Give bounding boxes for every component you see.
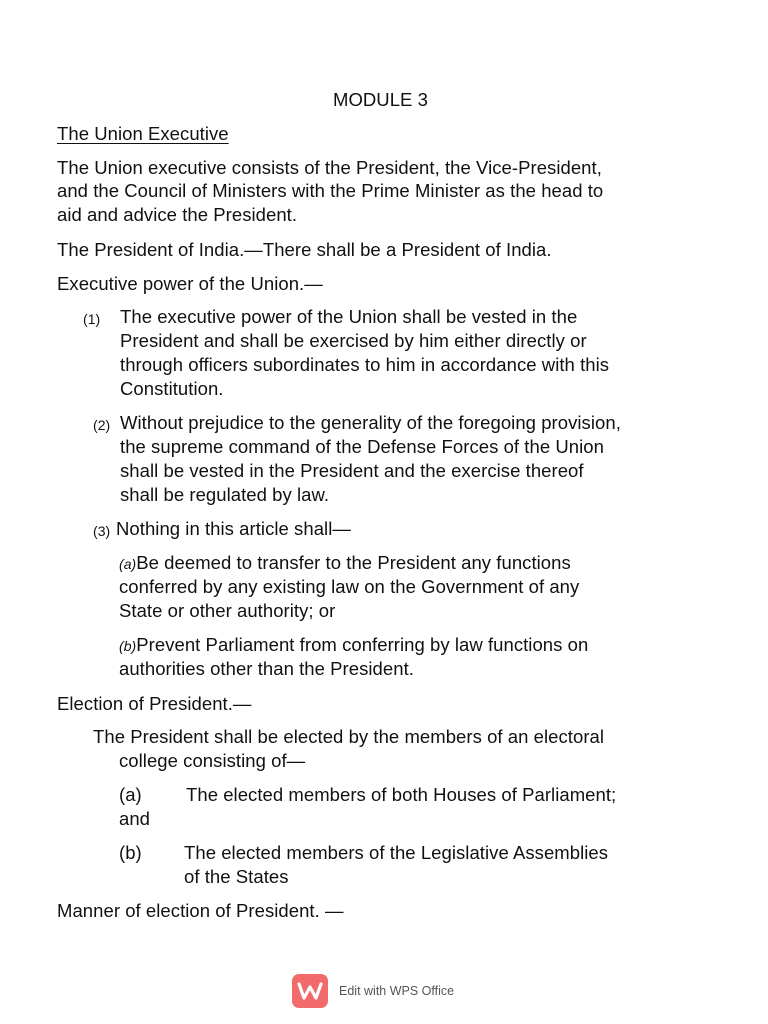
wps-footer[interactable] <box>292 974 454 1008</box>
clause-3a-line-3: State or other authority; or <box>119 600 336 621</box>
clause-1-line-3: through officers subordinates to him in accordance with this <box>120 354 610 375</box>
election-text-line-1: The President shall be elected by the members of an electoral <box>93 726 605 747</box>
clause-1-line-2: President and shall be exercised by him either directly or <box>120 330 587 351</box>
wps-footer-label[interactable]: Edit with WPS Office <box>339 984 455 998</box>
election-a-label: (a) <box>119 784 142 805</box>
executive-power-heading: Executive power of the Union.— <box>57 273 323 294</box>
clause-3-text: Nothing in this article shall— <box>116 518 351 539</box>
clause-3b-label: (b) <box>119 638 137 654</box>
clause-2-line-1: Without prejudice to the generality of the foregoing provision, <box>120 412 621 433</box>
election-text-line-2: college consisting of— <box>119 750 306 771</box>
wps-w-glyph <box>297 980 323 1002</box>
clause-1-line-1: The executive power of the Union shall be vested in the <box>120 306 578 327</box>
clause-3-number: (3) <box>93 523 111 539</box>
election-b-line-2: of the States <box>184 866 289 887</box>
clause-3a-line-1: Be deemed to transfer to the President any functions <box>136 552 571 573</box>
clause-2-number: (2) <box>93 417 111 433</box>
clause-3a <box>119 551 571 576</box>
clause-2-line-3: shall be vested in the President and the exercise thereof <box>120 460 584 481</box>
manner-heading: Manner of election of President. — <box>57 900 344 921</box>
intro-line-3: aid and advice the President. <box>57 204 298 225</box>
section-title: The Union Executive <box>57 123 229 144</box>
election-b-line-1: The elected members of the Legislative Assemblies <box>184 842 609 863</box>
clause-1-number: (1) <box>83 311 101 327</box>
clause-3a-label: (a) <box>119 556 137 572</box>
clause-3b-line-2: authorities other than the President. <box>119 658 414 679</box>
clause-1-line-4: Constitution. <box>120 378 224 399</box>
intro-line-1: The Union executive consists of the President, the Vice-President, <box>57 157 602 178</box>
clause-2-line-4: shall be regulated by law. <box>120 484 330 505</box>
clause-3a-line-2: conferred by any existing law on the Government of any <box>119 576 580 597</box>
intro-line-2: and the Council of Ministers with the Prime Minister as the head to <box>57 180 604 201</box>
clause-3b <box>119 633 588 658</box>
module-heading: MODULE 3 <box>333 89 428 110</box>
clause-3b-line-1: Prevent Parliament from conferring by law functions on <box>136 634 589 655</box>
election-b-label: (b) <box>119 842 142 863</box>
election-a-line-1: The elected members of both Houses of Parliament; <box>186 784 617 805</box>
president-line: The President of India.—There shall be a President of India. <box>57 239 552 260</box>
election-heading: Election of President.— <box>57 693 252 714</box>
election-a-line-2: and <box>119 808 151 829</box>
clause-2-line-2: the supreme command of the Defense Forces of the Union <box>120 436 604 457</box>
wps-office-logo-icon <box>292 974 328 1008</box>
